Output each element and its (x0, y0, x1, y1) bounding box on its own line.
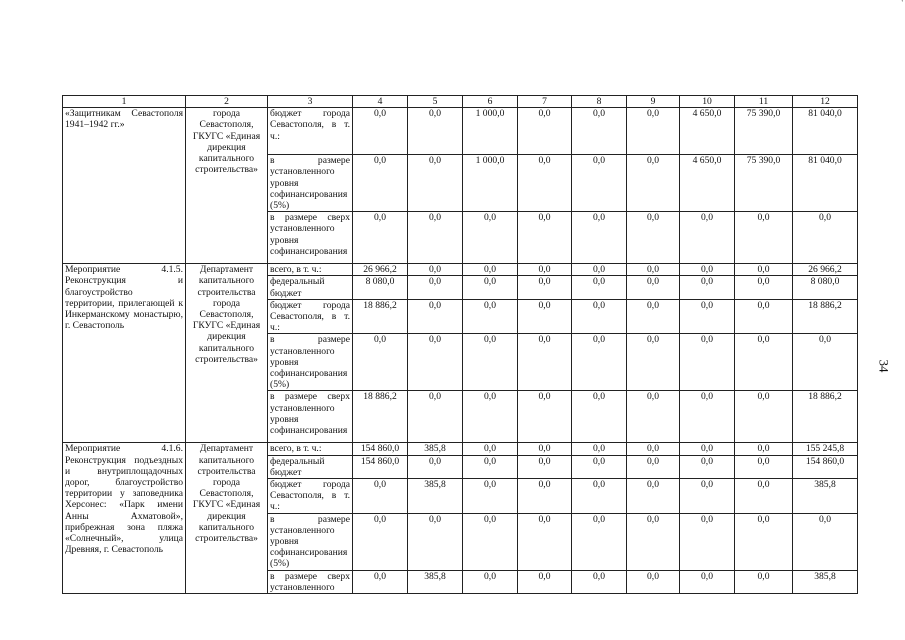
amount-cell: 0,0 (463, 570, 518, 593)
amount-cell: 0,0 (627, 391, 680, 443)
amount-cell: 0,0 (463, 479, 518, 514)
amount-cell: 81 040,0 (793, 108, 858, 155)
amount-cell: 0,0 (572, 299, 627, 334)
amount-cell: 0,0 (463, 334, 518, 391)
amount-cell: 154 860,0 (353, 443, 408, 455)
amount-cell: 0,0 (680, 299, 735, 334)
amount-cell: 0,0 (353, 155, 408, 212)
corner-mark: ' (901, 0, 903, 8)
amount-cell: 0,0 (408, 212, 463, 264)
column-number: 6 (463, 96, 518, 108)
amount-cell: 81 040,0 (793, 155, 858, 212)
responsible-executor: города Севастополя, ГКУГС «Единая дирекция капитального строительства» (186, 108, 268, 264)
amount-cell: 0,0 (793, 334, 858, 391)
page-number: 34 (876, 359, 892, 373)
amount-cell: 0,0 (353, 479, 408, 514)
amount-cell: 0,0 (680, 443, 735, 455)
amount-cell: 0,0 (518, 479, 572, 514)
amount-cell: 0,0 (735, 264, 793, 276)
amount-cell: 385,8 (408, 570, 463, 593)
funding-source: в размере установленного уровня софинансирования (5%) (268, 334, 353, 391)
column-number: 4 (353, 96, 408, 108)
amount-cell: 0,0 (408, 334, 463, 391)
table-row (63, 443, 858, 455)
amount-cell: 0,0 (518, 264, 572, 276)
amount-cell: 0,0 (735, 513, 793, 570)
column-number: 9 (627, 96, 680, 108)
amount-cell: 0,0 (572, 276, 627, 299)
amount-cell: 0,0 (463, 276, 518, 299)
funding-source: в размере сверх установленного (268, 570, 353, 593)
amount-cell: 0,0 (518, 570, 572, 593)
amount-cell: 0,0 (518, 276, 572, 299)
amount-cell: 0,0 (353, 513, 408, 570)
amount-cell: 0,0 (627, 443, 680, 455)
amount-cell: 385,8 (408, 479, 463, 514)
amount-cell: 0,0 (680, 391, 735, 443)
amount-cell: 0,0 (735, 479, 793, 514)
amount-cell: 0,0 (408, 455, 463, 478)
amount-cell: 385,8 (408, 443, 463, 455)
funding-source: бюджет города Севастополя, в т. ч.: (268, 299, 353, 334)
column-number: 12 (793, 96, 858, 108)
column-number: 3 (268, 96, 353, 108)
amount-cell: 0,0 (572, 570, 627, 593)
column-number: 1 (63, 96, 186, 108)
amount-cell: 154 860,0 (793, 455, 858, 478)
amount-cell: 0,0 (735, 570, 793, 593)
amount-cell: 8 080,0 (793, 276, 858, 299)
amount-cell: 0,0 (408, 513, 463, 570)
amount-cell: 0,0 (680, 455, 735, 478)
amount-cell: 0,0 (572, 334, 627, 391)
amount-cell: 0,0 (408, 276, 463, 299)
funding-source: всего, в т. ч.: (268, 443, 353, 455)
amount-cell: 0,0 (518, 108, 572, 155)
amount-cell: 0,0 (518, 299, 572, 334)
amount-cell: 0,0 (735, 391, 793, 443)
amount-cell: 0,0 (735, 455, 793, 478)
amount-cell: 8 080,0 (353, 276, 408, 299)
amount-cell: 0,0 (680, 212, 735, 264)
funding-source: федеральный бюджет (268, 455, 353, 478)
amount-cell: 0,0 (408, 299, 463, 334)
amount-cell: 0,0 (518, 513, 572, 570)
amount-cell: 0,0 (463, 443, 518, 455)
amount-cell: 26 966,2 (353, 264, 408, 276)
funding-source: в размере сверх установленного уровня софинансирования (268, 212, 353, 264)
amount-cell: 18 886,2 (793, 391, 858, 443)
amount-cell: 0,0 (518, 155, 572, 212)
amount-cell: 0,0 (518, 212, 572, 264)
amount-cell: 75 390,0 (735, 108, 793, 155)
column-number: 8 (572, 96, 627, 108)
amount-cell: 0,0 (735, 334, 793, 391)
column-number: 10 (680, 96, 735, 108)
amount-cell: 0,0 (793, 513, 858, 570)
amount-cell: 0,0 (627, 455, 680, 478)
amount-cell: 0,0 (408, 155, 463, 212)
amount-cell: 0,0 (735, 276, 793, 299)
amount-cell: 0,0 (680, 570, 735, 593)
amount-cell: 0,0 (463, 455, 518, 478)
amount-cell: 385,8 (793, 479, 858, 514)
amount-cell: 18 886,2 (353, 391, 408, 443)
amount-cell: 0,0 (572, 212, 627, 264)
amount-cell: 0,0 (680, 479, 735, 514)
amount-cell: 4 650,0 (680, 155, 735, 212)
amount-cell: 0,0 (627, 479, 680, 514)
amount-cell: 1 000,0 (463, 155, 518, 212)
amount-cell: 0,0 (408, 264, 463, 276)
amount-cell: 0,0 (353, 334, 408, 391)
amount-cell: 0,0 (793, 212, 858, 264)
amount-cell: 155 245,8 (793, 443, 858, 455)
amount-cell: 0,0 (353, 570, 408, 593)
amount-cell: 0,0 (463, 513, 518, 570)
amount-cell: 0,0 (572, 479, 627, 514)
amount-cell: 0,0 (353, 108, 408, 155)
measure-description: Мероприятие 4.1.5. Реконструкция и благоустройство территории, прилегающей к Инкерманскому монастырю, г. Севастополь (63, 264, 186, 443)
amount-cell: 0,0 (627, 108, 680, 155)
amount-cell: 0,0 (518, 455, 572, 478)
funding-source: бюджет города Севастополя, в т. ч.: (268, 479, 353, 514)
amount-cell: 0,0 (627, 264, 680, 276)
funding-source: в размере сверх установленного уровня софинансирования (268, 391, 353, 443)
amount-cell: 75 390,0 (735, 155, 793, 212)
amount-cell: 4 650,0 (680, 108, 735, 155)
amount-cell: 0,0 (680, 513, 735, 570)
amount-cell: 0,0 (627, 334, 680, 391)
column-number: 7 (518, 96, 572, 108)
column-number: 5 (408, 96, 463, 108)
budget-table (62, 95, 858, 594)
amount-cell: 0,0 (408, 391, 463, 443)
amount-cell: 0,0 (680, 334, 735, 391)
amount-cell: 0,0 (572, 264, 627, 276)
funding-source: федеральный бюджет (268, 276, 353, 299)
amount-cell: 0,0 (627, 276, 680, 299)
amount-cell: 0,0 (572, 155, 627, 212)
amount-cell: 0,0 (680, 264, 735, 276)
amount-cell: 0,0 (353, 212, 408, 264)
amount-cell: 0,0 (518, 334, 572, 391)
amount-cell: 0,0 (572, 443, 627, 455)
amount-cell: 0,0 (627, 570, 680, 593)
amount-cell: 0,0 (572, 513, 627, 570)
amount-cell: 0,0 (627, 212, 680, 264)
measure-description: Мероприятие 4.1.6. Реконструкция подъездных и внутриплощадочных дорог, благоустройство территории у заповедника Херсонес: «Парк имени Анны Ахматовой», прибрежная зона пляжа «Солнечный», улица Древняя, г. Севастополь (63, 443, 186, 594)
amount-cell: 1 000,0 (463, 108, 518, 155)
amount-cell: 18 886,2 (353, 299, 408, 334)
amount-cell: 0,0 (518, 391, 572, 443)
amount-cell: 0,0 (408, 108, 463, 155)
amount-cell: 154 860,0 (353, 455, 408, 478)
amount-cell: 0,0 (518, 443, 572, 455)
funding-source: бюджет города Севастополя, в т. ч.: (268, 108, 353, 155)
amount-cell: 385,8 (793, 570, 858, 593)
amount-cell: 0,0 (463, 212, 518, 264)
amount-cell: 0,0 (735, 212, 793, 264)
column-number: 11 (735, 96, 793, 108)
table-row (63, 108, 858, 155)
table-row (63, 264, 858, 276)
column-number: 2 (186, 96, 268, 108)
amount-cell: 0,0 (463, 264, 518, 276)
amount-cell: 0,0 (627, 299, 680, 334)
amount-cell: 26 966,2 (793, 264, 858, 276)
amount-cell: 0,0 (735, 443, 793, 455)
funding-source: всего, в т. ч.: (268, 264, 353, 276)
responsible-executor: Департамент капитального строительства города Севастополя, ГКУГС «Единая дирекция капитального строительства» (186, 264, 268, 443)
amount-cell: 0,0 (572, 108, 627, 155)
amount-cell: 0,0 (463, 299, 518, 334)
amount-cell: 0,0 (627, 513, 680, 570)
amount-cell: 18 886,2 (793, 299, 858, 334)
amount-cell: 0,0 (680, 276, 735, 299)
amount-cell: 0,0 (463, 391, 518, 443)
header-row (63, 96, 858, 108)
funding-source: в размере установленного уровня софинансирования (5%) (268, 155, 353, 212)
amount-cell: 0,0 (572, 391, 627, 443)
amount-cell: 0,0 (735, 299, 793, 334)
amount-cell: 0,0 (572, 455, 627, 478)
amount-cell: 0,0 (627, 155, 680, 212)
measure-description: «Защитникам Севастополя 1941–1942 гг.» (63, 108, 186, 264)
responsible-executor: Департамент капитального строительства города Севастополя, ГКУГС «Единая дирекция капитального строительства» (186, 443, 268, 594)
funding-source: в размере установленного уровня софинансирования (5%) (268, 513, 353, 570)
